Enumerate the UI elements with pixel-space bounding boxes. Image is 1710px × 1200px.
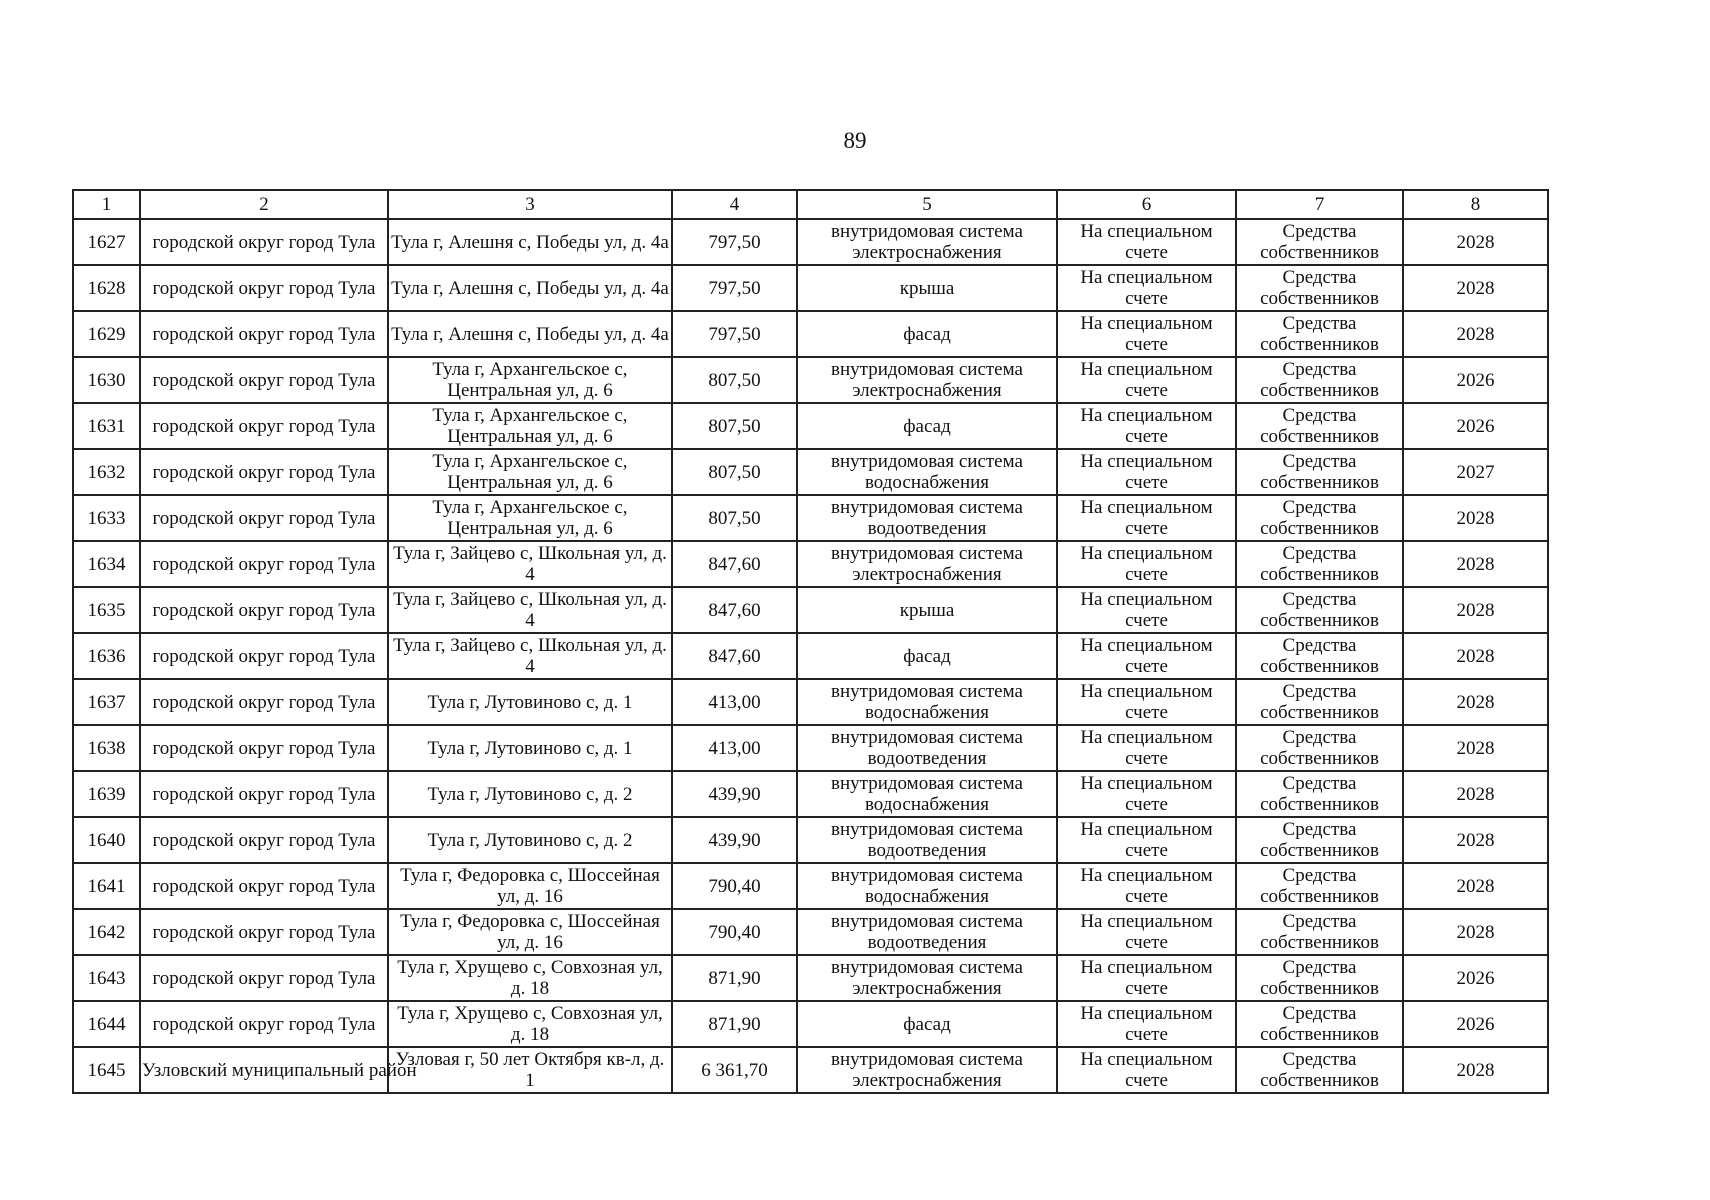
table-row — [73, 1001, 1548, 1047]
table-row — [73, 955, 1548, 1001]
area-cell: 807,50 — [672, 495, 797, 541]
funding-source-cell: Средства собственников — [1236, 863, 1403, 909]
address-cell: Тула г, Зайцево с, Школьная ул, д. 4 — [388, 541, 672, 587]
municipality-cell: городской округ город Тула — [140, 495, 388, 541]
row-number-cell: 1638 — [73, 725, 140, 771]
row-number-cell: 1636 — [73, 633, 140, 679]
area-cell: 847,60 — [672, 587, 797, 633]
year-cell: 2028 — [1403, 633, 1548, 679]
fund-account-cell: На специальном счете — [1057, 633, 1236, 679]
year-cell: 2028 — [1403, 265, 1548, 311]
municipality-cell: городской округ город Тула — [140, 679, 388, 725]
year-cell: 2028 — [1403, 1047, 1548, 1093]
address-cell: Тула г, Федоровка с, Шоссейная ул, д. 16 — [388, 909, 672, 955]
table-row — [73, 909, 1548, 955]
table-row — [73, 495, 1548, 541]
fund-account-cell: На специальном счете — [1057, 1001, 1236, 1047]
area-cell: 439,90 — [672, 771, 797, 817]
funding-source-cell: Средства собственников — [1236, 633, 1403, 679]
address-cell: Тула г, Алешня с, Победы ул, д. 4а — [388, 311, 672, 357]
fund-account-cell: На специальном счете — [1057, 311, 1236, 357]
column-header: 3 — [388, 190, 672, 219]
municipality-cell: городской округ город Тула — [140, 403, 388, 449]
municipality-cell: городской округ город Тула — [140, 955, 388, 1001]
row-number-cell: 1634 — [73, 541, 140, 587]
column-header: 5 — [797, 190, 1057, 219]
funding-source-cell: Средства собственников — [1236, 541, 1403, 587]
area-cell: 807,50 — [672, 357, 797, 403]
table-row — [73, 449, 1548, 495]
row-number-cell: 1641 — [73, 863, 140, 909]
row-number-cell: 1631 — [73, 403, 140, 449]
row-number-cell: 1628 — [73, 265, 140, 311]
municipality-cell: городской округ город Тула — [140, 909, 388, 955]
municipality-cell: городской округ город Тула — [140, 587, 388, 633]
funding-source-cell: Средства собственников — [1236, 955, 1403, 1001]
year-cell: 2028 — [1403, 587, 1548, 633]
area-cell: 790,40 — [672, 909, 797, 955]
funding-source-cell: Средства собственников — [1236, 1047, 1403, 1093]
municipality-cell: городской округ город Тула — [140, 219, 388, 265]
funding-source-cell: Средства собственников — [1236, 219, 1403, 265]
row-number-cell: 1639 — [73, 771, 140, 817]
address-cell: Тула г, Архангельское с, Центральная ул, д. 6 — [388, 357, 672, 403]
area-cell: 413,00 — [672, 679, 797, 725]
funding-source-cell: Средства собственников — [1236, 1001, 1403, 1047]
table-body — [73, 219, 1548, 1093]
area-cell: 797,50 — [672, 311, 797, 357]
work-type-cell: внутридомовая система водоснабжения — [797, 679, 1057, 725]
row-number-cell: 1640 — [73, 817, 140, 863]
municipality-cell: городской округ город Тула — [140, 449, 388, 495]
fund-account-cell: На специальном счете — [1057, 403, 1236, 449]
row-number-cell: 1635 — [73, 587, 140, 633]
work-type-cell: фасад — [797, 311, 1057, 357]
table-row — [73, 817, 1548, 863]
repair-schedule-table-container — [72, 189, 1547, 1094]
area-cell: 439,90 — [672, 817, 797, 863]
work-type-cell: внутридомовая система электроснабжения — [797, 357, 1057, 403]
funding-source-cell: Средства собственников — [1236, 771, 1403, 817]
work-type-cell: фасад — [797, 403, 1057, 449]
address-cell: Тула г, Лутовиново с, д. 2 — [388, 817, 672, 863]
fund-account-cell: На специальном счете — [1057, 725, 1236, 771]
work-type-cell: внутридомовая система водоснабжения — [797, 449, 1057, 495]
fund-account-cell: На специальном счете — [1057, 771, 1236, 817]
funding-source-cell: Средства собственников — [1236, 725, 1403, 771]
address-cell: Тула г, Лутовиново с, д. 2 — [388, 771, 672, 817]
fund-account-cell: На специальном счете — [1057, 679, 1236, 725]
row-number-cell: 1643 — [73, 955, 140, 1001]
address-cell: Тула г, Зайцево с, Школьная ул, д. 4 — [388, 587, 672, 633]
column-header: 4 — [672, 190, 797, 219]
fund-account-cell: На специальном счете — [1057, 955, 1236, 1001]
year-cell: 2028 — [1403, 909, 1548, 955]
column-header: 2 — [140, 190, 388, 219]
table-row — [73, 403, 1548, 449]
address-cell: Узловая г, 50 лет Октября кв-л, д. 1 — [388, 1047, 672, 1093]
work-type-cell: внутридомовая система электроснабжения — [797, 541, 1057, 587]
column-header: 7 — [1236, 190, 1403, 219]
funding-source-cell: Средства собственников — [1236, 909, 1403, 955]
fund-account-cell: На специальном счете — [1057, 587, 1236, 633]
column-header: 8 — [1403, 190, 1548, 219]
fund-account-cell: На специальном счете — [1057, 219, 1236, 265]
funding-source-cell: Средства собственников — [1236, 357, 1403, 403]
funding-source-cell: Средства собственников — [1236, 449, 1403, 495]
row-number-cell: 1633 — [73, 495, 140, 541]
row-number-cell: 1632 — [73, 449, 140, 495]
year-cell: 2028 — [1403, 311, 1548, 357]
area-cell: 797,50 — [672, 265, 797, 311]
area-cell: 807,50 — [672, 403, 797, 449]
address-cell: Тула г, Алешня с, Победы ул, д. 4а — [388, 219, 672, 265]
fund-account-cell: На специальном счете — [1057, 265, 1236, 311]
address-cell: Тула г, Архангельское с, Центральная ул, д. 6 — [388, 449, 672, 495]
funding-source-cell: Средства собственников — [1236, 587, 1403, 633]
area-cell: 790,40 — [672, 863, 797, 909]
work-type-cell: внутридомовая система водоснабжения — [797, 771, 1057, 817]
work-type-cell: крыша — [797, 587, 1057, 633]
year-cell: 2026 — [1403, 357, 1548, 403]
table-row — [73, 1047, 1548, 1093]
work-type-cell: внутридомовая система водоснабжения — [797, 863, 1057, 909]
address-cell: Тула г, Алешня с, Победы ул, д. 4а — [388, 265, 672, 311]
row-number-cell: 1630 — [73, 357, 140, 403]
work-type-cell: внутридомовая система электроснабжения — [797, 1047, 1057, 1093]
area-cell: 797,50 — [672, 219, 797, 265]
year-cell: 2028 — [1403, 541, 1548, 587]
fund-account-cell: На специальном счете — [1057, 817, 1236, 863]
work-type-cell: внутридомовая система водоотведения — [797, 817, 1057, 863]
table-row — [73, 311, 1548, 357]
work-type-cell: внутридомовая система водоотведения — [797, 909, 1057, 955]
year-cell: 2026 — [1403, 955, 1548, 1001]
year-cell: 2028 — [1403, 679, 1548, 725]
funding-source-cell: Средства собственников — [1236, 495, 1403, 541]
municipality-cell: городской округ город Тула — [140, 311, 388, 357]
table-row — [73, 633, 1548, 679]
year-cell: 2028 — [1403, 863, 1548, 909]
year-cell: 2026 — [1403, 403, 1548, 449]
area-cell: 871,90 — [672, 955, 797, 1001]
row-number-cell: 1627 — [73, 219, 140, 265]
address-cell: Тула г, Хрущево с, Совхозная ул, д. 18 — [388, 955, 672, 1001]
address-cell: Тула г, Лутовиново с, д. 1 — [388, 725, 672, 771]
municipality-cell: городской округ город Тула — [140, 1001, 388, 1047]
address-cell: Тула г, Лутовиново с, д. 1 — [388, 679, 672, 725]
municipality-cell: городской округ город Тула — [140, 541, 388, 587]
funding-source-cell: Средства собственников — [1236, 817, 1403, 863]
work-type-cell: внутридомовая система водоотведения — [797, 725, 1057, 771]
repair-schedule-table — [72, 189, 1549, 1094]
row-number-cell: 1637 — [73, 679, 140, 725]
work-type-cell: внутридомовая система электроснабжения — [797, 219, 1057, 265]
funding-source-cell: Средства собственников — [1236, 311, 1403, 357]
column-header: 6 — [1057, 190, 1236, 219]
address-cell: Тула г, Зайцево с, Школьная ул, д. 4 — [388, 633, 672, 679]
table-header-row — [73, 190, 1548, 219]
row-number-cell: 1642 — [73, 909, 140, 955]
fund-account-cell: На специальном счете — [1057, 541, 1236, 587]
municipality-cell: городской округ город Тула — [140, 633, 388, 679]
table-row — [73, 863, 1548, 909]
table-row — [73, 771, 1548, 817]
municipality-cell: Узловский муниципальный район — [140, 1047, 388, 1093]
row-number-cell: 1629 — [73, 311, 140, 357]
row-number-cell: 1644 — [73, 1001, 140, 1047]
table-row — [73, 265, 1548, 311]
funding-source-cell: Средства собственников — [1236, 679, 1403, 725]
address-cell: Тула г, Хрущево с, Совхозная ул, д. 18 — [388, 1001, 672, 1047]
area-cell: 413,00 — [672, 725, 797, 771]
municipality-cell: городской округ город Тула — [140, 817, 388, 863]
funding-source-cell: Средства собственников — [1236, 403, 1403, 449]
fund-account-cell: На специальном счете — [1057, 495, 1236, 541]
year-cell: 2028 — [1403, 771, 1548, 817]
work-type-cell: фасад — [797, 633, 1057, 679]
area-cell: 6 361,70 — [672, 1047, 797, 1093]
fund-account-cell: На специальном счете — [1057, 863, 1236, 909]
municipality-cell: городской округ город Тула — [140, 357, 388, 403]
work-type-cell: внутридомовая система водоотведения — [797, 495, 1057, 541]
table-row — [73, 541, 1548, 587]
work-type-cell: крыша — [797, 265, 1057, 311]
address-cell: Тула г, Архангельское с, Центральная ул, д. 6 — [388, 403, 672, 449]
column-header: 1 — [73, 190, 140, 219]
area-cell: 847,60 — [672, 633, 797, 679]
municipality-cell: городской округ город Тула — [140, 265, 388, 311]
table-row — [73, 357, 1548, 403]
municipality-cell: городской округ город Тула — [140, 725, 388, 771]
fund-account-cell: На специальном счете — [1057, 357, 1236, 403]
municipality-cell: городской округ город Тула — [140, 771, 388, 817]
year-cell: 2027 — [1403, 449, 1548, 495]
table-row — [73, 679, 1548, 725]
fund-account-cell: На специальном счете — [1057, 449, 1236, 495]
area-cell: 871,90 — [672, 1001, 797, 1047]
fund-account-cell: На специальном счете — [1057, 1047, 1236, 1093]
table-row — [73, 587, 1548, 633]
year-cell: 2028 — [1403, 817, 1548, 863]
work-type-cell: фасад — [797, 1001, 1057, 1047]
work-type-cell: внутридомовая система электроснабжения — [797, 955, 1057, 1001]
fund-account-cell: На специальном счете — [1057, 909, 1236, 955]
address-cell: Тула г, Федоровка с, Шоссейная ул, д. 16 — [388, 863, 672, 909]
year-cell: 2026 — [1403, 1001, 1548, 1047]
funding-source-cell: Средства собственников — [1236, 265, 1403, 311]
municipality-cell: городской округ город Тула — [140, 863, 388, 909]
year-cell: 2028 — [1403, 219, 1548, 265]
table-row — [73, 219, 1548, 265]
year-cell: 2028 — [1403, 495, 1548, 541]
year-cell: 2028 — [1403, 725, 1548, 771]
area-cell: 847,60 — [672, 541, 797, 587]
table-row — [73, 725, 1548, 771]
row-number-cell: 1645 — [73, 1047, 140, 1093]
area-cell: 807,50 — [672, 449, 797, 495]
address-cell: Тула г, Архангельское с, Центральная ул, д. 6 — [388, 495, 672, 541]
page-number: 89 — [843, 128, 867, 153]
